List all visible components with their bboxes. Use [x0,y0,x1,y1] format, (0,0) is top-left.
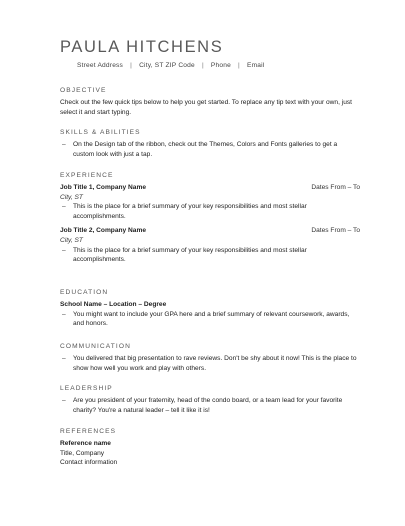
objective-heading: OBJECTIVE [60,87,107,94]
email[interactable]: Email [247,62,265,69]
education-section [60,289,360,330]
job-location[interactable]: City, ST [60,236,83,244]
street-address[interactable]: Street Address [77,62,124,69]
reference-name[interactable]: Reference name [60,440,111,447]
leadership-heading: LEADERSHIP [60,385,113,392]
contact-line [77,62,265,69]
job-header [60,183,360,193]
objective-section [60,87,360,117]
separator: | [238,62,240,69]
job-dates[interactable]: Dates From – To [311,227,360,235]
reference-company[interactable]: Title, Company [60,449,105,457]
objective-text[interactable]: Check out the few quick tips below to help you get started. To replace any tip text with your own, just select it and start typing. [60,99,352,116]
references-heading: REFERENCES [60,428,117,435]
job-entry [60,226,360,264]
phone[interactable]: Phone [210,62,231,69]
job-bullet[interactable]: – This is the place for a brief summary of your key responsibilities and most stellar accomplishments. [60,202,360,221]
skills-bullet[interactable]: – On the Design tab of the ribbon, check out the Themes, Colors and Fonts galleries to get a custom look with just a tap. [60,140,360,159]
resume-name[interactable]: PAULA HITCHENS [60,38,224,56]
education-heading: EDUCATION [60,289,109,296]
job-title[interactable]: Job Title 1, Company Name [60,184,146,191]
education-bullet[interactable]: – You might want to include your GPA here and a brief summary of relevant coursework, awards, and honors. [60,310,360,329]
skills-heading: SKILLS & ABILITIES [60,129,141,136]
references-section [60,428,360,468]
separator: | [201,62,204,69]
skills-section [60,129,360,160]
reference-contact[interactable]: Contact information [60,459,118,467]
leadership-bullet[interactable]: – Are you president of your fraternity, head of the condo board, or a team lead for your favorite charity? You're a natural leader – tell it like it is! [60,396,360,415]
school-line[interactable]: School Name – Location – Degree [60,301,167,308]
job-dates[interactable]: Dates From – To [311,184,360,191]
leadership-section [60,385,360,416]
experience-heading: EXPERIENCE [60,172,114,179]
communication-heading: COMMUNICATION [60,343,131,350]
communication-bullet[interactable]: – You delivered that big presentation to rave reviews. Don't be shy about it now! This is the place to show how well you work and play with others. [60,354,360,373]
job-entry [60,183,360,221]
communication-section [60,343,360,374]
job-location[interactable]: City, ST [60,193,83,201]
separator: | [130,62,133,69]
job-header [60,226,360,236]
job-bullet[interactable]: – This is the place for a brief summary of your key responsibilities and most stellar accomplishments. [60,246,360,265]
city-zip[interactable]: City, ST ZIP Code [139,62,195,69]
experience-section [60,172,360,266]
job-title[interactable]: Job Title 2, Company Name [60,227,146,235]
